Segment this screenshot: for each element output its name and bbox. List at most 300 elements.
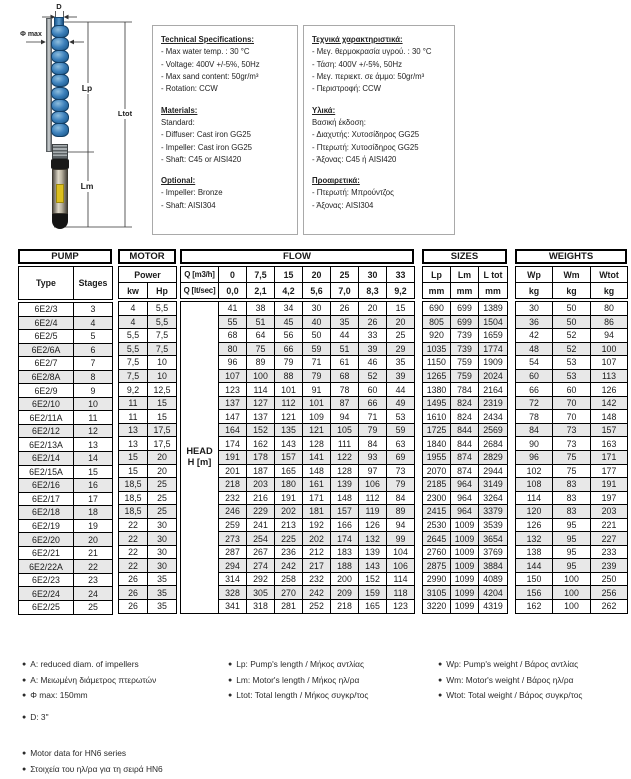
dim-label-ltot: Ltot — [113, 109, 137, 119]
col-header-hp: Hp — [148, 283, 177, 299]
table-cell: 784 — [451, 383, 479, 397]
table-cell: 1009 — [451, 532, 479, 546]
table-cell: 262 — [591, 600, 628, 614]
table-cell: 83 — [553, 491, 591, 505]
bullet-icon: ● — [438, 676, 443, 684]
footnote-text: Motor data for HN6 series — [30, 748, 127, 758]
head-value-cell: 60 — [359, 383, 387, 397]
table-cell: 805 — [423, 315, 451, 329]
footnote-item — [22, 746, 163, 762]
table-cell: 17,5 — [148, 437, 177, 451]
spec-section — [161, 34, 292, 96]
head-value-cell: 79 — [275, 356, 303, 370]
table-cell: 95 — [553, 518, 591, 532]
pump-type-cell: 6E2/7 — [19, 357, 74, 371]
flow-col-header: 30 — [359, 267, 387, 283]
head-value-cell: 252 — [303, 600, 331, 614]
table-row — [119, 396, 177, 410]
head-value-cell: 165 — [275, 464, 303, 478]
table-cell: 15 — [119, 451, 148, 465]
pump-type-cell: 6E2/12 — [19, 424, 74, 438]
table-cell: 7,5 — [148, 342, 177, 356]
group-title-weights: WEIGHTS — [515, 249, 627, 264]
table-cell: 2530 — [423, 518, 451, 532]
section-pump — [18, 249, 112, 615]
spec-line: - Μεγ. θερμοκρασία υγρού. : 30 °C — [312, 47, 432, 57]
unit-mm: mm — [451, 283, 479, 299]
head-value-cell: 79 — [359, 423, 387, 437]
head-value-cell: 52 — [359, 369, 387, 383]
table-cell: 1659 — [479, 329, 508, 343]
head-value-cell: 39 — [359, 342, 387, 356]
table-row — [516, 396, 628, 410]
table-cell: 25 — [148, 505, 177, 519]
pump-type-cell: 6E2/16 — [19, 479, 74, 493]
head-value-cell: 258 — [275, 572, 303, 586]
table-cell: 203 — [591, 505, 628, 519]
pump-type-cell: 6E2/14 — [19, 452, 74, 466]
flow-col-header: 0 — [219, 267, 247, 283]
table-cell: 9 — [74, 384, 113, 398]
table-cell: 24 — [74, 587, 113, 601]
table-cell: 6 — [74, 343, 113, 357]
table-cell: 48 — [516, 342, 553, 356]
table-cell: 100 — [591, 342, 628, 356]
table-cell: 35 — [148, 600, 177, 614]
impeller-stage — [51, 62, 69, 75]
head-value-cell: 71 — [303, 356, 331, 370]
table-cell: 144 — [516, 559, 553, 573]
table-cell: 84 — [516, 423, 553, 437]
head-value-cell: 171 — [303, 491, 331, 505]
head-value-cell: 161 — [303, 478, 331, 492]
group-title-pump: PUMP — [18, 249, 112, 264]
table-cell: 21 — [74, 546, 113, 560]
table-row — [516, 532, 628, 546]
table-cell: 239 — [591, 559, 628, 573]
pump-type-cell: 6E2/20 — [19, 533, 74, 547]
pump-type-cell: 6E2/18 — [19, 506, 74, 520]
table-row — [423, 532, 508, 546]
head-value-cell: 152 — [359, 572, 387, 586]
head-value-cell: 15 — [387, 302, 415, 316]
table-cell: 14 — [74, 452, 113, 466]
flow-col-header: 4,2 — [275, 283, 303, 299]
table-cell: 1725 — [423, 423, 451, 437]
table-cell: 2024 — [479, 369, 508, 383]
table-cell: 2569 — [479, 423, 508, 437]
head-value-cell: 162 — [247, 437, 275, 451]
table-cell: 132 — [516, 532, 553, 546]
col-header-lp: Lp — [423, 267, 451, 283]
table-row — [19, 519, 113, 533]
head-value-cell: 68 — [219, 329, 247, 343]
section-weights — [515, 249, 627, 614]
table-row — [19, 479, 113, 493]
table-cell: 83 — [553, 478, 591, 492]
table-cell: 3 — [74, 303, 113, 317]
table-cell: 18 — [74, 506, 113, 520]
table-row — [423, 451, 508, 465]
head-value-cell: 201 — [219, 464, 247, 478]
head-value-cell: 69 — [387, 451, 415, 465]
table-cell: 1009 — [451, 545, 479, 559]
table-cell: 30 — [148, 518, 177, 532]
head-value-cell: 148 — [303, 464, 331, 478]
pump-type-cell: 6E2/17 — [19, 492, 74, 506]
head-value-cell: 123 — [387, 600, 415, 614]
head-value-cell: 99 — [387, 532, 415, 546]
table-row — [516, 356, 628, 370]
head-value-cell: 200 — [331, 572, 359, 586]
spec-section — [312, 105, 449, 167]
table-cell: 22 — [119, 532, 148, 546]
table-cell: 54 — [516, 356, 553, 370]
table-cell: 75 — [553, 464, 591, 478]
head-value-cell: 40 — [303, 315, 331, 329]
head-value-cell: 217 — [303, 559, 331, 573]
table-cell: 20 — [74, 533, 113, 547]
table-cell: 95 — [553, 545, 591, 559]
table-row — [516, 302, 628, 316]
head-value-cell: 294 — [219, 559, 247, 573]
table-cell: 18,5 — [119, 505, 148, 519]
flow-col-header: 33 — [387, 267, 415, 283]
head-value-cell: 56 — [275, 329, 303, 343]
head-value-cell: 147 — [219, 410, 247, 424]
table-row — [516, 383, 628, 397]
head-value-cell: 273 — [219, 532, 247, 546]
flow-col-header: 25 — [331, 267, 359, 283]
head-value-cell: 126 — [359, 518, 387, 532]
flow-col-header: 7,5 — [247, 267, 275, 283]
head-value-cell: 64 — [247, 329, 275, 343]
footnote-item — [22, 762, 163, 778]
table-cell: 2829 — [479, 451, 508, 465]
spec-line: - Πτερωτή: Μπρούντζος — [312, 188, 394, 198]
table-cell: 11 — [119, 410, 148, 424]
table-cell: 4319 — [479, 600, 508, 614]
flow-col-header: 15 — [275, 267, 303, 283]
col-header-ltot: L tot — [479, 267, 508, 283]
head-value-cell: 229 — [247, 505, 275, 519]
head-value-cell: 191 — [219, 451, 247, 465]
head-value-cell: 318 — [247, 600, 275, 614]
table-cell: 126 — [591, 383, 628, 397]
head-value-cell: 20 — [359, 302, 387, 316]
table-cell: 1840 — [423, 437, 451, 451]
head-axis-label: HEAD H [m] — [181, 302, 219, 614]
table-row — [119, 572, 177, 586]
table-cell: 227 — [591, 532, 628, 546]
head-value-cell: 270 — [275, 586, 303, 600]
table-cell: 1265 — [423, 369, 451, 383]
pump-type-cell: 6E2/13A — [19, 438, 74, 452]
table-cell: 2760 — [423, 545, 451, 559]
bullet-icon: ● — [22, 676, 27, 684]
table-cell: 874 — [451, 464, 479, 478]
head-value-cell: 106 — [387, 559, 415, 573]
bullet-icon: ● — [438, 661, 443, 668]
table-cell: 36 — [516, 315, 553, 329]
dim-label-lp: Lp — [78, 83, 96, 94]
head-value-cell: 59 — [387, 423, 415, 437]
spec-section-title: Τεχνικά χαρακτηριστικά: — [312, 35, 403, 44]
table-cell: 5,5 — [119, 342, 148, 356]
spec-box-english — [152, 25, 298, 235]
bullet-icon: ● — [438, 692, 443, 699]
head-value-cell: 101 — [275, 383, 303, 397]
head-value-cell: 26 — [331, 302, 359, 316]
table-row — [19, 397, 113, 411]
head-value-cell: 191 — [275, 491, 303, 505]
table-cell: 108 — [516, 478, 553, 492]
footnote-text: D: 3" — [30, 712, 49, 722]
table-cell: 95 — [553, 559, 591, 573]
table-row — [119, 423, 177, 437]
table-row — [181, 302, 415, 316]
pump-type-cell: 6E2/21 — [19, 546, 74, 560]
spec-section — [161, 105, 292, 167]
head-value-cell: 188 — [331, 559, 359, 573]
head-value-cell: 183 — [331, 545, 359, 559]
dim-label-phimax: Φ max — [16, 31, 46, 38]
table-cell: 7 — [74, 357, 113, 371]
head-value-cell: 94 — [331, 410, 359, 424]
col-header-wp: Wp — [516, 267, 553, 283]
unit-kg: kg — [553, 283, 591, 299]
spec-box-greek — [303, 25, 455, 235]
table-row — [19, 546, 113, 560]
table-cell: 102 — [516, 464, 553, 478]
table-row — [516, 586, 628, 600]
head-value-cell: 174 — [331, 532, 359, 546]
table-cell: 30 — [148, 532, 177, 546]
table-cell: 26 — [119, 600, 148, 614]
table-row — [19, 587, 113, 601]
head-value-cell: 292 — [247, 572, 275, 586]
bullet-icon: ● — [22, 765, 27, 773]
table-cell: 12 — [74, 424, 113, 438]
table-row — [119, 451, 177, 465]
head-value-cell: 30 — [303, 302, 331, 316]
table-cell: 1009 — [451, 559, 479, 573]
footnote-text: Lm: Motor's length / Μήκος ηλ/ρα — [236, 674, 360, 685]
table-cell: 2415 — [423, 505, 451, 519]
table-cell: 1099 — [451, 600, 479, 614]
footnote-text: Wp: Pump's weight / Βάρος αντλίας — [446, 659, 579, 669]
table-cell: 23 — [74, 573, 113, 587]
head-value-cell: 187 — [247, 464, 275, 478]
footnote-text: Wm: Motor's weight / Βάρος ηλ/ρα — [446, 674, 574, 685]
head-value-cell: 132 — [359, 532, 387, 546]
table-cell: 18,5 — [119, 478, 148, 492]
table-cell: 9,2 — [119, 383, 148, 397]
table-cell: 2990 — [423, 572, 451, 586]
spec-subtitle: Βασική έκδοση: — [312, 117, 366, 127]
table-cell: 95 — [553, 532, 591, 546]
table-row — [119, 478, 177, 492]
spec-section — [312, 175, 449, 212]
head-value-cell: 213 — [275, 518, 303, 532]
table-row — [516, 559, 628, 573]
table-row — [119, 356, 177, 370]
flow-col-header: 5,6 — [303, 283, 331, 299]
head-value-cell: 71 — [359, 410, 387, 424]
table-row — [516, 423, 628, 437]
head-value-cell: 139 — [331, 478, 359, 492]
head-value-cell: 157 — [331, 505, 359, 519]
table-cell: 3884 — [479, 559, 508, 573]
table-row — [19, 560, 113, 574]
spec-line: - Impeller: Bronze — [161, 188, 223, 198]
table-cell: 1035 — [423, 342, 451, 356]
table-cell: 2875 — [423, 559, 451, 573]
table-row — [119, 437, 177, 451]
table-cell: 964 — [451, 491, 479, 505]
table-row — [119, 505, 177, 519]
table-cell: 1380 — [423, 383, 451, 397]
head-value-cell: 242 — [303, 586, 331, 600]
table-row — [516, 342, 628, 356]
head-value-cell: 55 — [219, 315, 247, 329]
head-value-cell: 114 — [387, 572, 415, 586]
table-cell: 10 — [148, 369, 177, 383]
head-value-cell: 112 — [359, 491, 387, 505]
head-value-cell: 114 — [247, 383, 275, 397]
table-row — [423, 464, 508, 478]
table-cell: 920 — [423, 329, 451, 343]
table-cell: 2319 — [479, 396, 508, 410]
table-row — [516, 451, 628, 465]
table-cell: 3220 — [423, 600, 451, 614]
table-cell: 20 — [148, 464, 177, 478]
table-cell: 15 — [74, 465, 113, 479]
table-row — [423, 423, 508, 437]
table-row — [119, 302, 177, 316]
table-row — [19, 303, 113, 317]
table-cell: 233 — [591, 545, 628, 559]
spec-section-title: Materials: — [161, 105, 198, 115]
head-value-cell: 209 — [331, 586, 359, 600]
table-cell: 3105 — [423, 586, 451, 600]
table-row — [19, 316, 113, 330]
footnote-text: Στοιχεία του ηλ/ρα για τη σειρά HN6 — [30, 763, 163, 774]
head-value-cell: 328 — [219, 586, 247, 600]
table-cell: 50 — [553, 315, 591, 329]
footnote-bottom-notes — [22, 746, 163, 777]
table-cell: 250 — [591, 572, 628, 586]
table-cell: 78 — [516, 410, 553, 424]
table-cell: 30 — [516, 302, 553, 316]
head-value-cell: 212 — [303, 545, 331, 559]
table-row — [516, 478, 628, 492]
bullet-icon: ● — [22, 750, 27, 757]
head-value-cell: 180 — [275, 478, 303, 492]
table-cell: 12,5 — [148, 383, 177, 397]
head-value-cell: 152 — [247, 423, 275, 437]
section-motor — [118, 249, 176, 614]
spec-line: - Max water temp. : 30 °C — [161, 47, 250, 57]
head-value-cell: 218 — [219, 478, 247, 492]
table-cell: 157 — [591, 423, 628, 437]
head-value-cell: 119 — [359, 505, 387, 519]
head-value-cell: 106 — [359, 478, 387, 492]
footnote-text: A: reduced diam. of impellers — [30, 659, 139, 669]
bullet-icon: ● — [22, 714, 27, 721]
table-cell: 25 — [148, 478, 177, 492]
table-cell: 3149 — [479, 478, 508, 492]
table-cell: 52 — [553, 342, 591, 356]
group-title-sizes: SIZES — [422, 249, 507, 264]
table-cell: 256 — [591, 586, 628, 600]
table-row — [516, 600, 628, 614]
head-value-cell: 141 — [303, 451, 331, 465]
spec-line: - Rotation: CCW — [161, 84, 218, 94]
flow-col-header: 20 — [303, 267, 331, 283]
table-cell: 4089 — [479, 572, 508, 586]
head-value-cell: 241 — [247, 518, 275, 532]
head-value-cell: 38 — [247, 302, 275, 316]
bullet-icon: ● — [22, 661, 27, 668]
table-cell: 26 — [119, 572, 148, 586]
spec-line: - Impeller: Cast iron GG25 — [161, 142, 252, 152]
head-value-cell: 236 — [275, 545, 303, 559]
table-row — [516, 464, 628, 478]
pump-type-cell: 6E2/8A — [19, 370, 74, 384]
table-row — [119, 586, 177, 600]
table-cell: 2684 — [479, 437, 508, 451]
head-value-cell: 104 — [387, 545, 415, 559]
table-cell: 739 — [451, 329, 479, 343]
table-row — [19, 492, 113, 506]
table-cell: 13 — [74, 438, 113, 452]
table-cell: 30 — [148, 559, 177, 573]
table-row — [423, 478, 508, 492]
head-value-cell: 118 — [387, 586, 415, 600]
head-value-cell: 112 — [275, 396, 303, 410]
motor-nameplate — [56, 184, 64, 203]
head-value-cell: 192 — [303, 518, 331, 532]
table-cell: 1009 — [451, 518, 479, 532]
footnote-column-2 — [228, 657, 368, 704]
table-row — [423, 369, 508, 383]
table-cell: 162 — [516, 600, 553, 614]
table-cell: 1150 — [423, 356, 451, 370]
table-cell: 15 — [119, 464, 148, 478]
head-value-cell: 53 — [387, 410, 415, 424]
head-value-cell: 254 — [247, 532, 275, 546]
bullet-icon: ● — [228, 676, 233, 684]
bullet-icon: ● — [228, 692, 233, 699]
table-cell: 197 — [591, 491, 628, 505]
head-value-cell: 166 — [331, 518, 359, 532]
head-value-cell: 181 — [303, 505, 331, 519]
table-cell: 17 — [74, 492, 113, 506]
table-row — [119, 545, 177, 559]
table-row — [423, 505, 508, 519]
head-value-cell: 73 — [387, 464, 415, 478]
table-cell: 80 — [591, 302, 628, 316]
table-row — [119, 383, 177, 397]
table-cell: 53 — [553, 356, 591, 370]
table-row — [423, 383, 508, 397]
spec-section-title: Technical Specifications: — [161, 35, 255, 44]
table-row — [516, 491, 628, 505]
flow-col-header: 2,1 — [247, 283, 275, 299]
impeller-stage — [51, 123, 69, 136]
table-cell: 1774 — [479, 342, 508, 356]
